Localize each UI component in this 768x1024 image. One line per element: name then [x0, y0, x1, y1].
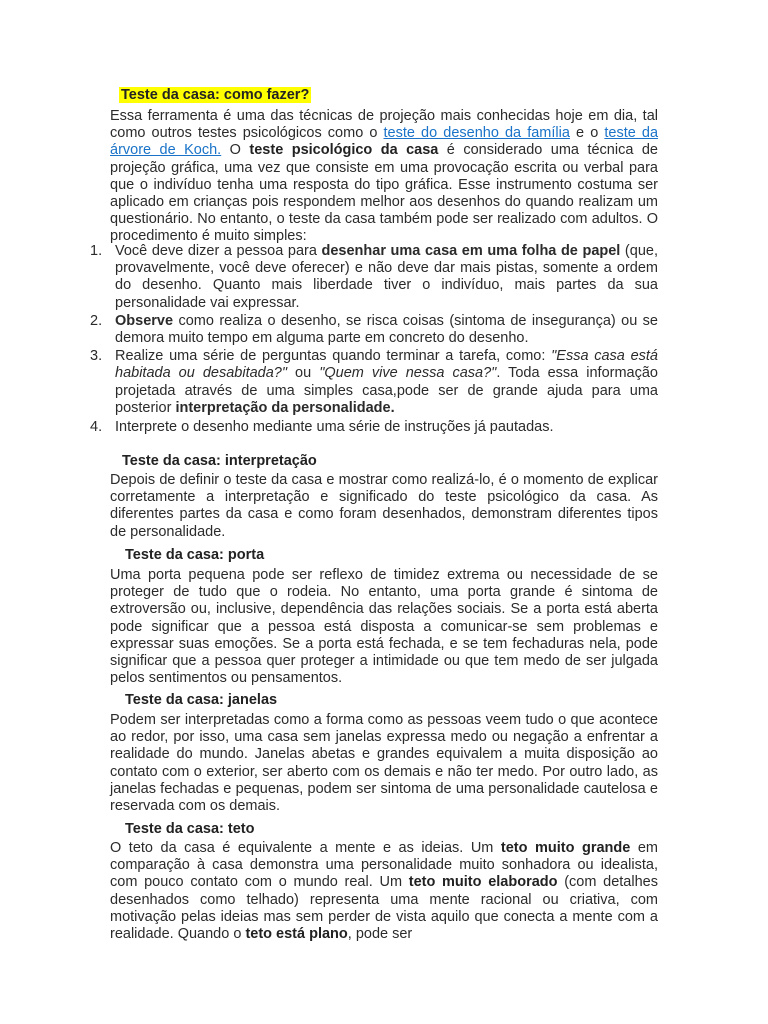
windows-paragraph: Podem ser interpretadas como a forma como as pessoas veem tudo o que acontece ao redor, por isso, uma casa sem janelas expressa medo ou negação a enfrentar a realidade do mundo. Janelas abetas e grandes equivalem a muita disposição ao contato com o exterior, ser aberto com os demais e não ter medo. Por outro lado, as janelas fechadas e pequenas, podem ser sintoma de uma personalidade cautelosa e reservada com os demais. [110, 712, 658, 815]
list-number: 3. [90, 348, 103, 365]
koch-tree-test-link[interactable]: teste da árvore de Koch. [110, 125, 659, 159]
list-item: 1. Você deve dizer a pessoa para desenhar uma casa em uma folha de papel (que, provavelmente, você deve oferecer) e não deve dar mais pistas, somente a ordem do desenho. Quanto mais liberdade tiver o indivíduo, mais partes da sua personalidade vai expressar. [90, 243, 658, 311]
procedure-list [78, 243, 658, 437]
section-heading-door: Teste da casa: porta [125, 547, 265, 563]
roof-paragraph: O teto da casa é equivalente a mente e as ideias. Um teto muito grande em comparação à casa demonstra uma personalidade muito sonhadora ou idealista, com pouco contato com o mundo real. Um teto muito elaborado (com detalhes desenhados como telhado) representa uma mente racional ou criativa, com motivação pelas ideias mas sem perder de vista aquilo que conecta a mente com a realidade. Quando o teto está plano, pode ser [110, 840, 659, 943]
family-drawing-test-link[interactable]: teste do desenho da família [383, 125, 570, 142]
section-heading-interpretation: Teste da casa: interpretação [122, 453, 317, 469]
page-title [119, 86, 311, 104]
section-heading-windows: Teste da casa: janelas [125, 692, 278, 708]
list-number: 4. [90, 419, 103, 436]
list-item: 4. Interprete o desenho mediante uma série de instruções já pautadas. [90, 419, 554, 436]
list-item: 2. Observe como realiza o desenho, se risca coisas (sintoma de insegurança) ou se demora muito tempo em alguma parte em concreto do desenho. [90, 312, 658, 347]
title-highlight: Teste da casa: como fazer? [121, 87, 310, 103]
intro-paragraph: Essa ferramenta é uma das técnicas de projeção mais conhecidas hoje em dia, tal como outros testes psicológicos como o teste do desenho da família e o teste da árvore de Koch. O teste psicológico da casa é considerado uma técnica de projeção gráfica, uma vez que consiste em uma provocação escrita ou verbal para que o indivíduo tenha uma resposta do tipo gráfica. Esse instrumento costuma ser aplicado em crianças pois respondem melhor aos desenhos do quando realizam um questionário. No entanto, o teste da casa também pode ser realizado com adultos. O procedimento é muito simples: [110, 108, 659, 245]
interpretation-paragraph: Depois de definir o teste da casa e mostrar como realizá-lo, é o momento de explicar corretamente a interpretação e significado do teste psicológico da casa. As diferentes partes da casa e como foram desenhados, demonstram diferentes tipos de personalidade. [110, 472, 658, 540]
list-item: 3. Realize uma série de perguntas quando terminar a tarefa, como: "Essa casa está habitada ou desabitada?" ou "Quem vive nessa casa?". Toda essa informação projetada através de uma simples casa,pode ser de grande ajuda para uma posterior interpretação da personalidade. [90, 348, 659, 416]
list-number: 1. [90, 243, 103, 259]
list-number: 2. [90, 312, 103, 329]
door-paragraph: Uma porta pequena pode ser reflexo de timidez extrema ou necessidade de se proteger de tudo que o rodeia. No entanto, uma porta grande é sintoma de extroversão ou, inclusive, dependência das relações sociais. Se a porta está aberta pode significar que a pessoa está disposta a comunicar-se sem problemas e expressar suas emoções. Se a porta está fechada, e se tem fechaduras nela, pode significar que a pessoa quer proteger a intimidade ou que tem medo de ser julgada pelos sentimentos ou pensamentos. [110, 567, 658, 687]
section-heading-roof: Teste da casa: teto [125, 821, 255, 837]
